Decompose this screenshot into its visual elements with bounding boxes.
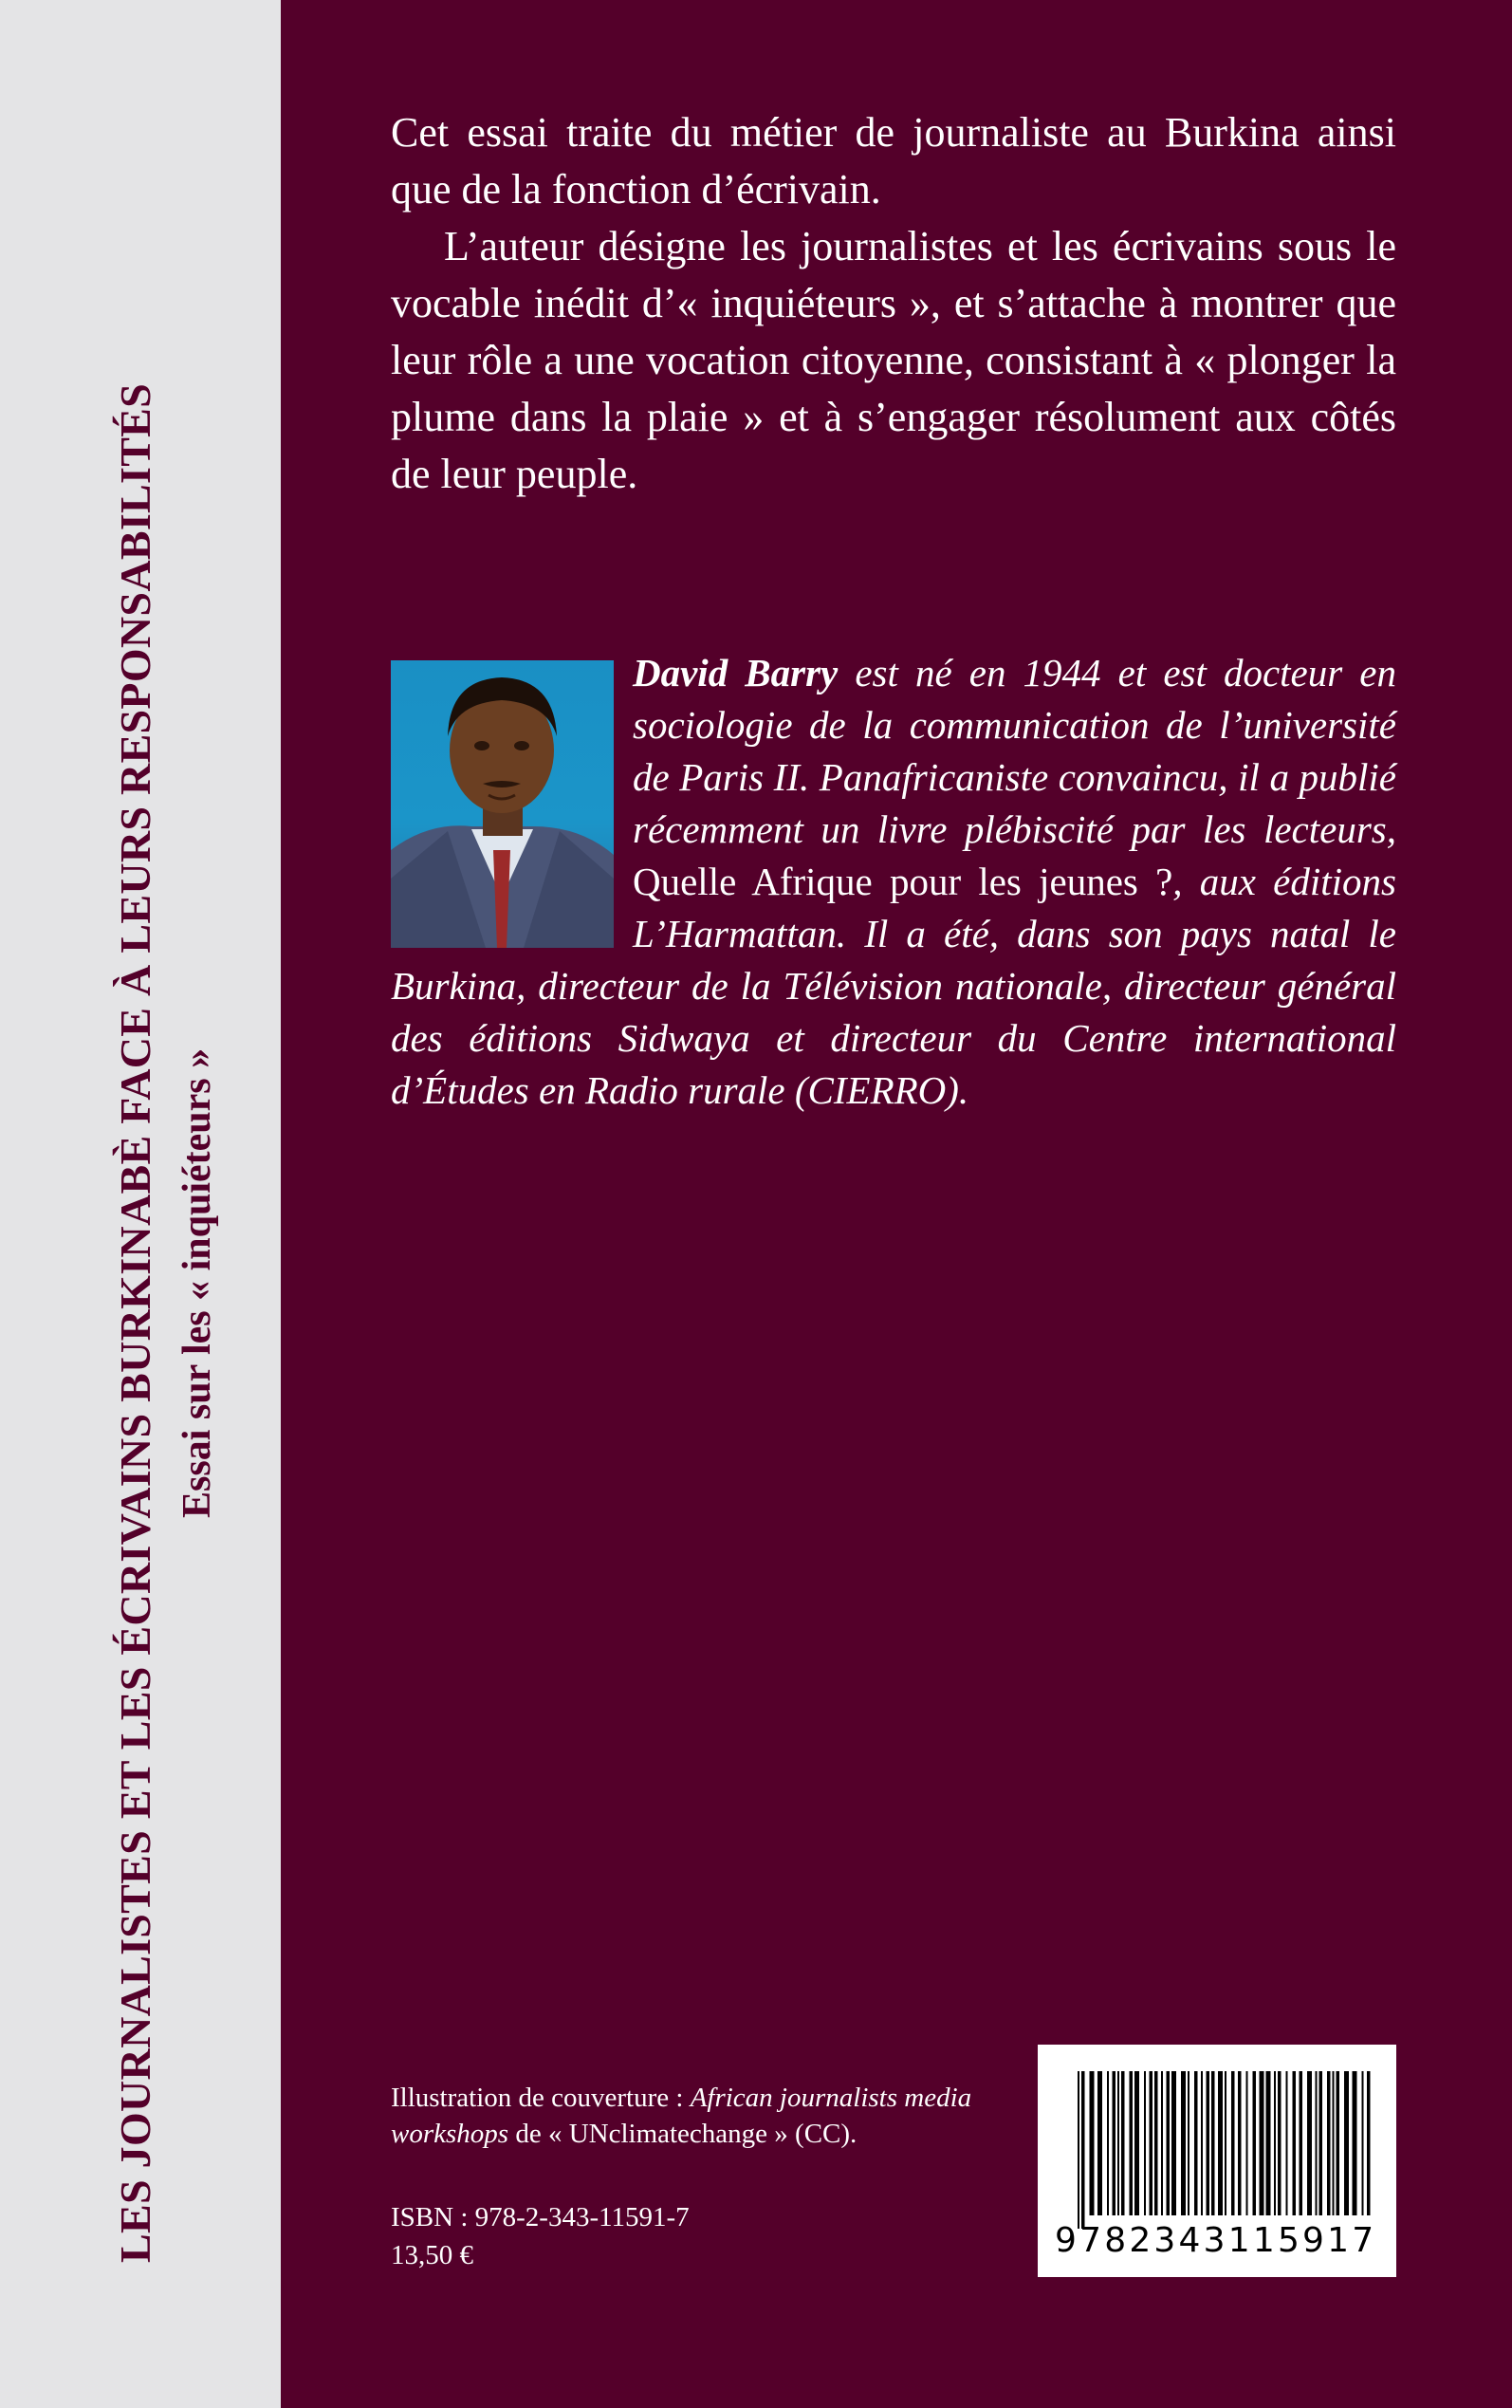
spine-title: LES JOURNALISTES ET LES ÉCRIVAINS BURKINABÈ FACE À LEURS RESPONSABILITÉS xyxy=(111,382,159,2263)
barcode-bar xyxy=(1319,2071,1323,2215)
barcode-bar xyxy=(1207,2071,1210,2215)
barcode-bar xyxy=(1300,2071,1303,2215)
barcode-bar xyxy=(1225,2071,1226,2215)
barcode-bar xyxy=(1316,2071,1318,2215)
barcode-bar xyxy=(1231,2071,1235,2215)
barcode-bar xyxy=(1362,2071,1364,2215)
barcode-bar xyxy=(1188,2071,1189,2215)
barcode-bar xyxy=(1144,2071,1146,2215)
back-cover xyxy=(281,0,1512,2408)
barcode-bar xyxy=(1260,2071,1264,2215)
barcode-bar xyxy=(1161,2071,1163,2215)
barcode-bar xyxy=(1367,2071,1371,2215)
barcode-bar xyxy=(1333,2071,1335,2215)
barcode-bar xyxy=(1286,2071,1288,2215)
credits-source: de « UNclimatechange » (CC). xyxy=(508,2119,857,2149)
author-biography xyxy=(391,647,1396,1117)
barcode-bar xyxy=(1201,2071,1203,2215)
bio-text: , aux éditions L’Harmattan. Il a été, dans son pays natal le Burkina, directeur de la Télévision nationale, directeur général des éditions Sidwaya et directeur du Centre international d’Études en Radio rurale (CIERRO). xyxy=(391,860,1396,1112)
bio-text: est né en 1944 et est docteur en sociologie de la communication de l’université de Paris II. Panafricaniste convaincu, il a publié récemment un livre plébiscité par les lecteurs, xyxy=(633,651,1396,851)
barcode-bar xyxy=(1266,2071,1271,2215)
summary-paragraph: L’auteur désigne les journalistes et les écrivains sous le vocable inédit d’« inquiéteurs », et s’attache à montrer que leur rôle a une vocation citoyenne, consistant à « plonger la plume dans la plaie » et à s’engager résolument aux côtés de leur peuple. xyxy=(391,223,1396,497)
barcode-bar xyxy=(1130,2071,1134,2215)
book-reference: Quelle Afrique pour les jeunes ? xyxy=(633,860,1173,903)
barcode-bar xyxy=(1134,2071,1139,2215)
barcode-bar xyxy=(1246,2071,1248,2215)
barcode-bar xyxy=(1117,2071,1119,2215)
barcode-bar xyxy=(1097,2071,1102,2215)
barcode-bar xyxy=(1253,2071,1257,2215)
barcode-bar xyxy=(1107,2071,1109,2215)
barcode-bar xyxy=(1181,2071,1186,2215)
credits-label: Illustration de couverture : xyxy=(391,2083,691,2113)
book-summary xyxy=(391,104,1396,503)
barcode-bar xyxy=(1150,2071,1153,2215)
barcode xyxy=(1038,2045,1396,2277)
barcode-bar xyxy=(1171,2071,1176,2215)
book-spine xyxy=(0,0,281,2408)
barcode-bar xyxy=(1113,2071,1116,2215)
barcode-bar xyxy=(1211,2071,1215,2215)
barcode-bar xyxy=(1344,2071,1349,2215)
barcode-bar xyxy=(1167,2071,1171,2215)
spine-subtitle: Essai sur les « inquiéteurs » xyxy=(175,1047,219,1518)
barcode-bar xyxy=(1274,2071,1276,2215)
barcode-bar xyxy=(1327,2071,1331,2215)
barcode-bar xyxy=(1081,2071,1085,2229)
price: 13,50 € xyxy=(391,2240,473,2270)
barcode-bar xyxy=(1090,2071,1095,2215)
barcode-bar xyxy=(1238,2071,1242,2215)
barcode-bar xyxy=(1293,2071,1297,2215)
barcode-bar xyxy=(1278,2071,1282,2215)
author-name: David Barry xyxy=(633,651,839,695)
barcode-digits: 9782343115917 xyxy=(1055,2221,1377,2260)
barcode-bar xyxy=(1307,2071,1312,2215)
cover-credits xyxy=(391,2080,1036,2152)
summary-paragraph: Cet essai traite du métier de journaliste au Burkina ainsi que de la fonction d’écrivain. xyxy=(391,109,1396,213)
barcode-bar xyxy=(1078,2071,1079,2229)
photo-spacer xyxy=(391,647,633,947)
barcode-bar xyxy=(1154,2071,1158,2215)
credits-work-title: African journalists media workshops xyxy=(391,2083,972,2149)
barcode-bar xyxy=(1194,2071,1198,2215)
isbn: ISBN : 978-2-343-11591-7 xyxy=(391,2202,690,2232)
barcode-bar xyxy=(1353,2071,1357,2215)
barcode-bar xyxy=(1337,2071,1340,2215)
barcode-bar xyxy=(1121,2071,1125,2215)
barcode-bar xyxy=(1218,2071,1223,2215)
